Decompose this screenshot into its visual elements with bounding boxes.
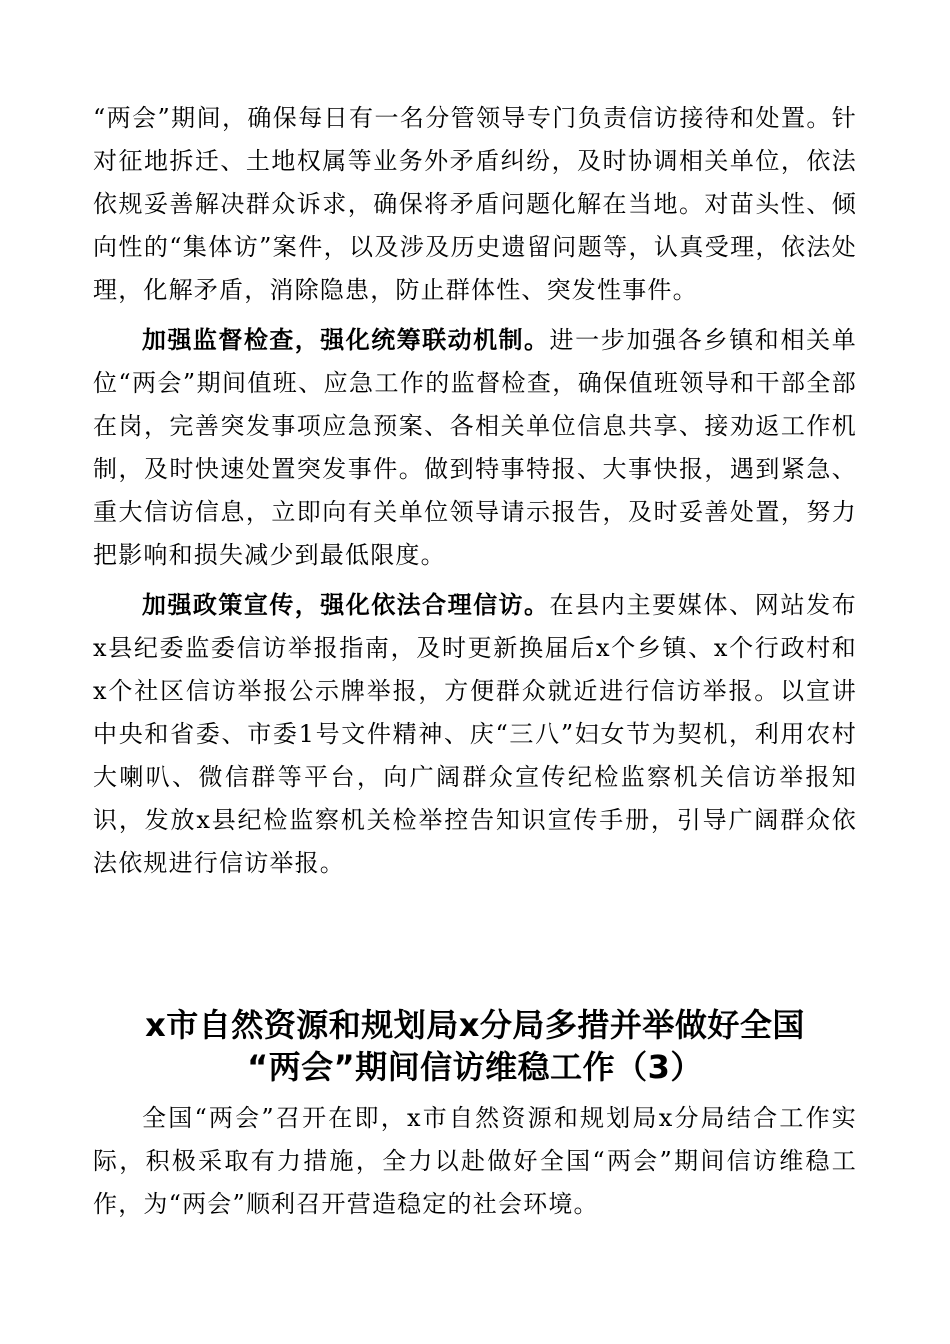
paragraph-continuation (93, 97, 857, 312)
paragraph-text: 在县内主要媒体、网站发布x县纪委监委信访举报指南，及时更新换届后x个乡镇、x个行政村和x个社区信访举报公示牌举报，方便群众就近进行信访举报。以宣讲中央和省委、市委1号文件精神、庆“三八”妇女节为契机，利用农村大喇叭、微信群等平台，向广阔群众宣传纪检监察机关信访举报知识，发放x县纪检监察机关检举控告知识宣传手册，引导广阔群众依法依规进行信访举报。 (93, 591, 857, 877)
paragraph-lead-heading: 加强政策宣传，强化依法合理信访。 (142, 591, 550, 619)
article-title-line-1: x市自然资源和规划局x分局多措并举做好全国 (145, 1006, 805, 1044)
article-body-top (93, 97, 857, 892)
paragraph-text: “两会”期间，确保每日有一名分管领导专门负责信访接待和处置。针对征地拆迁、土地权属等业务外矛盾纠纷，及时协调相关单位，依法依规妥善解决群众诉求，确保将矛盾问题化解在当地。对苗头性、倾向性的“集体访”案件，以及涉及历史遗留问题等，认真受理，依法处理，化解矛盾，消除隐患，防止群体性、突发性事件。 (93, 104, 857, 304)
paragraph-policy-publicity (93, 584, 857, 885)
paragraph-lead-heading: 加强监督检查，强化统筹联动机制。 (142, 326, 550, 354)
paragraph-supervision (93, 319, 857, 577)
article-body-intro (93, 1097, 857, 1233)
article-title-line-2: “两会”期间信访维稳工作（3） (247, 1048, 703, 1086)
paragraph-text: 全国“两会”召开在即，x市自然资源和规划局x分局结合工作实际，积极采取有力措施，全力以赴做好全国“两会”期间信访维稳工作，为“两会”顺利召开营造稳定的社会环境。 (93, 1104, 857, 1218)
paragraph-text: 进一步加强各乡镇和相关单位“两会”期间值班、应急工作的监督检查，确保值班领导和干部全部在岗，完善突发事项应急预案、各相关单位信息共享、接劝返工作机制，及时快速处置突发事件。做到特事特报、大事快报，遇到紧急、重大信访信息，立即向有关单位领导请示报告，及时妥善处置，努力把影响和损失减少到最低限度。 (93, 326, 857, 569)
paragraph-intro (93, 1097, 857, 1226)
article-title (60, 1004, 890, 1088)
